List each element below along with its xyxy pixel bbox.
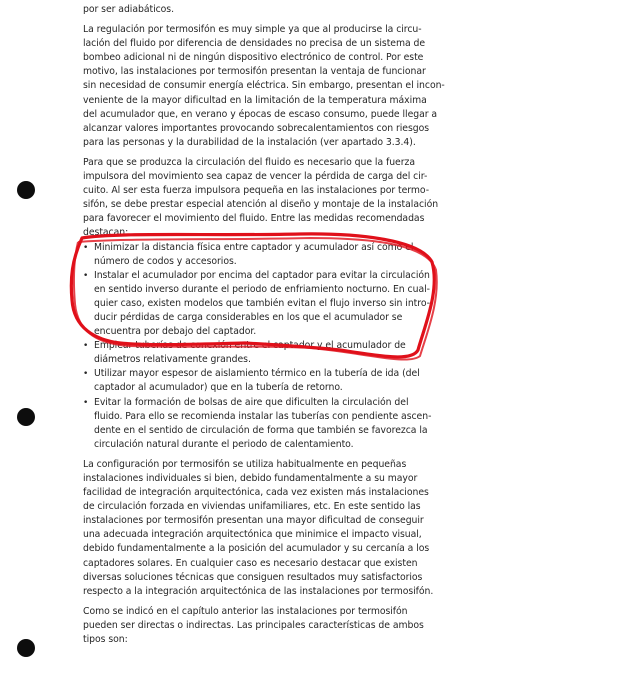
text-line: Instalar el acumulador por encima del captador para evitar la circulación: [94, 269, 430, 281]
text-line: ducir pérdidas de carga considerables en los que el acumulador se: [94, 311, 403, 323]
text-line: debido fundamentalmente a la posición del acumulador y su cercanía a los: [83, 543, 430, 555]
text-line: quier caso, existen modelos que también evitan el flujo inverso sin intro-: [94, 297, 430, 309]
bullet-marker: •: [83, 242, 89, 253]
text-line: en sentido inverso durante el periodo de enfriamiento nocturno. En cual-: [94, 283, 430, 295]
text-line: para favorecer el movimiento del fluido. Entre las medidas recomendadas: [83, 213, 425, 225]
paragraph-configuration: [83, 458, 434, 599]
bullet-marker: •: [83, 270, 89, 281]
list-item: [83, 396, 432, 452]
body-text: [83, 3, 445, 647]
list-item: [83, 367, 420, 395]
list-item: [83, 241, 415, 269]
text-line: captadores solares. En cualquier caso es necesario destacar que existen: [83, 557, 418, 569]
text-line: destacan:: [83, 227, 129, 239]
text-line: por ser adiabáticos.: [83, 4, 175, 15]
text-line: veniente de la mayor dificultad en la limitación de la temperatura máxima: [83, 94, 427, 106]
punch-hole: [17, 639, 35, 657]
text-line: Utilizar mayor espesor de aislamiento térmico en la tubería de ida (del: [94, 368, 420, 380]
list-item: [83, 339, 415, 367]
text-line: lación del fluido por diferencia de densidades no precisa de un sistema de: [83, 38, 426, 50]
text-line: para las personas y la durabilidad de la instalación (ver apartado 3.3.4).: [83, 136, 416, 148]
recommendations-list: [83, 241, 432, 452]
paragraph-intro-end: [83, 3, 415, 17]
paragraph-regulation: [83, 23, 445, 150]
text-line: Minimizar la distancia física entre captador y acumulador así como el: [94, 241, 414, 253]
text-line: alcanzar valores importantes provocando sobrecalentamientos con riesgos: [83, 122, 430, 134]
text-line: instalaciones por termosifón presentan una mayor dificultad de conseguir: [83, 515, 424, 527]
list-item: [83, 269, 430, 339]
text-line: fluido. Para ello se recomienda instalar las tuberías con pendiente ascen-: [94, 410, 432, 422]
text-line: motivo, las instalaciones por termosifón presentan la ventaja de funcionar: [83, 66, 426, 78]
text-line: Evitar la formación de bolsas de aire que dificulten la circulación del: [94, 396, 409, 408]
text-line: Emplear tuberías de conexión entre el captador y el acumulador de: [94, 340, 406, 352]
text-line: sifón, se debe prestar especial atención al diseño y montaje de la instalación: [83, 199, 439, 211]
text-line: La configuración por termosifón se utiliza habitualmente en pequeñas: [83, 458, 407, 470]
text-line: diversas soluciones técnicas que consiguen resultados muy satisfactorios: [83, 571, 423, 583]
paragraph-circulation: [83, 156, 439, 241]
text-line: diámetros relativamente grandes.: [94, 354, 251, 366]
punch-hole: [17, 408, 35, 426]
text-line: dente en el sentido de circulación de forma que también se favorezca la: [94, 424, 428, 436]
text-line: circulación natural durante el periodo de calentamiento.: [94, 438, 354, 450]
bullet-marker: •: [83, 369, 89, 380]
text-line: facilidad de integración arquitectónica, cada vez existen más instalaciones: [83, 487, 429, 499]
text-line: pueden ser directas o indirectas. Las principales características de ambos: [83, 619, 424, 631]
text-line: captador al acumulador) que en la tubería de retorno.: [94, 382, 343, 394]
text-line: número de codos y accesorios.: [94, 255, 237, 267]
text-line: de circulación forzada en viviendas unifamiliares, etc. En este sentido las: [83, 501, 421, 513]
text-line: del acumulador que, en verano y épocas de escaso consumo, puede llegar a: [83, 108, 438, 120]
text-line: instalaciones individuales si bien, debido fundamentalmente a su mayor: [83, 473, 418, 484]
bullet-marker: •: [83, 341, 89, 352]
text-line: Como se indicó en el capítulo anterior las instalaciones por termosifón: [83, 605, 408, 617]
text-line: respecto a la integración arquitectónica de las instalaciones por termosifón.: [83, 585, 434, 597]
paragraph-types: [83, 605, 424, 647]
text-line: cuito. Al ser esta fuerza impulsora pequeña en las instalaciones por termo-: [83, 185, 430, 197]
text-line: sin necesidad de consumir energía eléctrica. Sin embargo, presentan el incon-: [83, 80, 445, 92]
text-line: tipos son:: [83, 634, 128, 646]
text-line: bombeo adicional ni de ningún dispositivo electrónico de control. Por este: [83, 52, 424, 64]
text-line: impulsora del movimiento sea capaz de vencer la pérdida de carga del cir-: [83, 171, 428, 183]
bullet-marker: •: [83, 397, 89, 408]
text-line: encuentra por debajo del captador.: [94, 326, 257, 338]
text-line: Para que se produzca la circulación del fluido es necesario que la fuerza: [83, 156, 415, 168]
punch-hole: [17, 181, 35, 199]
text-line: La regulación por termosifón es muy simple ya que al producirse la circu-: [83, 24, 422, 36]
text-line: una adecuada integración arquitectónica que minimice el impacto visual,: [83, 529, 422, 541]
